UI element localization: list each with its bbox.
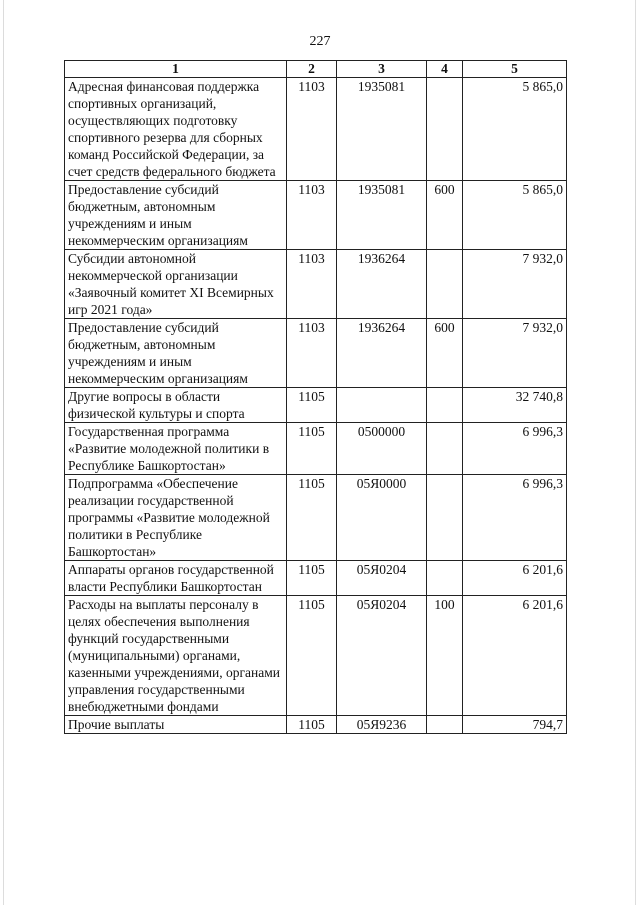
table-row (65, 716, 567, 734)
row-article-cell: 1935081 (337, 78, 427, 181)
row-type-cell (427, 475, 463, 561)
row-article-cell: 05Я9236 (337, 716, 427, 734)
table-row (65, 181, 567, 250)
table-row (65, 475, 567, 561)
row-name-cell: Субсидии автономной некоммерческой организации «Заявочный комитет XI Всемирных игр 2021 года» (65, 250, 287, 319)
row-code-cell: 1103 (287, 181, 337, 250)
row-type-cell (427, 78, 463, 181)
header-col-2: 2 (287, 61, 337, 78)
row-article-cell (337, 388, 427, 423)
row-code-cell: 1103 (287, 319, 337, 388)
scan-edge-right (635, 0, 636, 905)
row-amount-cell: 7 932,0 (463, 250, 567, 319)
table-header-row (65, 61, 567, 78)
table-row (65, 596, 567, 716)
row-name-cell: Предоставление субсидий бюджетным, автономным учреждениям и иным некоммерческим организациям (65, 181, 287, 250)
table-row (65, 319, 567, 388)
row-amount-cell: 7 932,0 (463, 319, 567, 388)
row-amount-cell: 6 996,3 (463, 475, 567, 561)
row-amount-cell: 6 996,3 (463, 423, 567, 475)
header-col-1: 1 (65, 61, 287, 78)
row-code-cell: 1103 (287, 250, 337, 319)
table-row (65, 250, 567, 319)
row-name-cell: Государственная программа «Развитие молодежной политики в Республике Башкортостан» (65, 423, 287, 475)
table-body (65, 78, 567, 734)
row-name-cell: Аппараты органов государственной власти Республики Башкортостан (65, 561, 287, 596)
row-amount-cell: 5 865,0 (463, 78, 567, 181)
row-code-cell: 1105 (287, 561, 337, 596)
scan-edge-left (3, 0, 4, 905)
row-type-cell (427, 561, 463, 596)
row-type-cell: 100 (427, 596, 463, 716)
row-code-cell: 1105 (287, 423, 337, 475)
row-name-cell: Предоставление субсидий бюджетным, автономным учреждениям и иным некоммерческим организациям (65, 319, 287, 388)
row-type-cell (427, 388, 463, 423)
header-col-4: 4 (427, 61, 463, 78)
row-name-cell: Адресная финансовая поддержка спортивных организаций, осуществляющих подготовку спортивного резерва для сборных команд Российской Федерации, за счет средств федерального бюджета (65, 78, 287, 181)
row-type-cell (427, 423, 463, 475)
header-col-3: 3 (337, 61, 427, 78)
row-name-cell: Прочие выплаты (65, 716, 287, 734)
row-article-cell: 05Я0204 (337, 596, 427, 716)
row-amount-cell: 794,7 (463, 716, 567, 734)
row-amount-cell: 32 740,8 (463, 388, 567, 423)
row-type-cell: 600 (427, 319, 463, 388)
table-row (65, 388, 567, 423)
row-name-cell: Расходы на выплаты персоналу в целях обеспечения выполнения функций государственными (муниципальными) органами, казенными учреждениями, органами управления государственными внебюджетными фондами (65, 596, 287, 716)
header-col-5: 5 (463, 61, 567, 78)
row-type-cell: 600 (427, 181, 463, 250)
page-number: 227 (309, 34, 331, 49)
table-row (65, 78, 567, 181)
row-code-cell: 1105 (287, 475, 337, 561)
row-name-cell: Подпрограмма «Обеспечение реализации государственной программы «Развитие молодежной политики в Республике Башкортостан» (65, 475, 287, 561)
row-article-cell: 05Я0204 (337, 561, 427, 596)
table-row (65, 423, 567, 475)
row-code-cell: 1105 (287, 388, 337, 423)
row-article-cell: 05Я0000 (337, 475, 427, 561)
row-code-cell: 1105 (287, 716, 337, 734)
row-article-cell: 0500000 (337, 423, 427, 475)
row-amount-cell: 6 201,6 (463, 596, 567, 716)
row-amount-cell: 6 201,6 (463, 561, 567, 596)
row-type-cell (427, 716, 463, 734)
row-article-cell: 1935081 (337, 181, 427, 250)
row-name-cell: Другие вопросы в области физической культуры и спорта (65, 388, 287, 423)
row-type-cell (427, 250, 463, 319)
row-amount-cell: 5 865,0 (463, 181, 567, 250)
row-code-cell: 1103 (287, 78, 337, 181)
row-article-cell: 1936264 (337, 319, 427, 388)
table-row (65, 561, 567, 596)
budget-table (64, 60, 567, 734)
row-article-cell: 1936264 (337, 250, 427, 319)
row-code-cell: 1105 (287, 596, 337, 716)
